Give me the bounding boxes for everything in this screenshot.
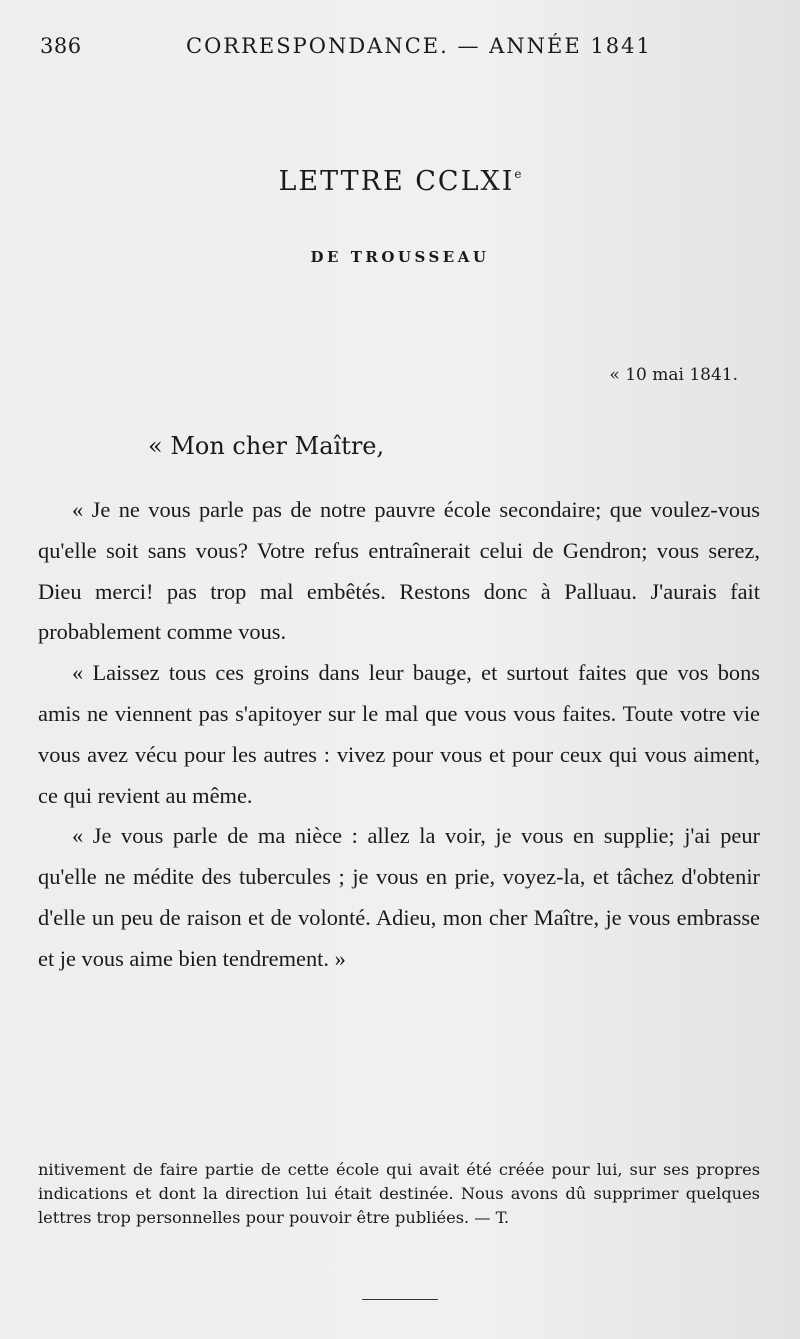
letter-paragraph: « Je vous parle de ma nièce : allez la voir, je vous en supplie; j'ai peur qu'elle ne médite des tubercules ; je vous en prie, voyez-la, et tâchez d'obtenir d'elle un peu de raison et de volonté. Adieu, mon cher Maître, je vous embrasse et je vous aime bien tendrement. » <box>38 823 760 971</box>
letter-salutation: « Mon cher Maître, <box>148 432 385 460</box>
letter-author: DE TROUSSEAU <box>310 248 490 266</box>
page-number: 386 <box>40 34 82 58</box>
letter-title-main: LETTRE CCLXI <box>278 166 515 197</box>
end-rule <box>362 1299 438 1300</box>
letter-body <box>38 490 760 980</box>
footnote <box>38 1158 760 1229</box>
footnote-text: nitivement de faire partie de cette école qui avait été créée pour lui, sur ses propres indications et dont la direction lui était destinée. Nous avons dû supprimer quelques lettres trop personnelles pour pouvoir être publiées. — T. <box>38 1160 760 1227</box>
letter-paragraph: « Laissez tous ces groins dans leur bauge, et surtout faites que vos bons amis ne viennent pas s'apitoyer sur le mal que vous vous faites. Toute votre vie vous avez vécu pour les autres : vivez pour vous et pour ceux qui vous aiment, ce qui revient au même. <box>38 660 760 808</box>
letter-date: « 10 mai 1841. <box>609 365 738 385</box>
letter-paragraph: « Je ne vous parle pas de notre pauvre école secondaire; que voulez-vous qu'elle soit sans vous? Votre refus entraînerait celui de Gendron; vous serez, Dieu merci! pas trop mal embêtés. Restons donc à Palluau. J'aurais fait probablement comme vous. <box>38 497 760 645</box>
running-head <box>40 34 800 74</box>
letter-title <box>0 166 800 197</box>
letter-title-suffix: e <box>514 167 522 181</box>
running-title: CORRESPONDANCE. — ANNÉE 1841 <box>186 34 652 58</box>
